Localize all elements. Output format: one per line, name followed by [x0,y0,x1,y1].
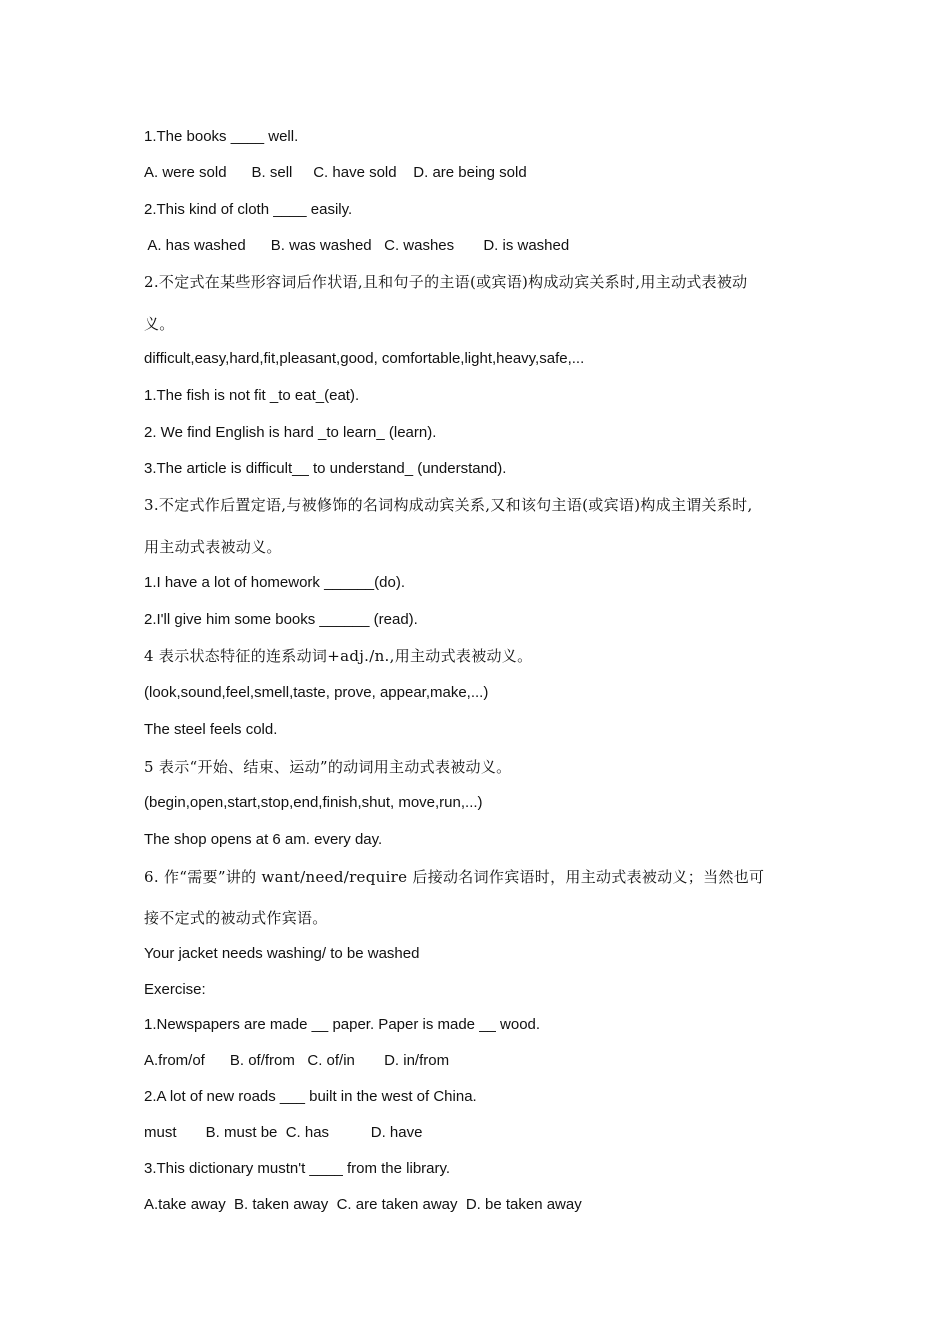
text-line: 1.Newspapers are made __ paper. Paper is made __ wood. [144,1016,541,1033]
text-line: 用主动式表被动义。 [144,538,282,556]
text-line: 1.I have a lot of homework ______(do). [144,574,405,591]
text-line: A. has washed B. was washed C. washes D. is washed [144,237,570,254]
text-line: 1.The books ____ well. [144,128,299,145]
text-line: The shop opens at 6 am. every day. [144,831,383,848]
text-line: 2. We find English is hard _to learn_ (learn). [144,424,437,441]
text-line: 5 表示“开始、结束、运动”的动词用主动式表被动义。 [144,758,512,776]
text-line: 2.不定式在某些形容词后作状语,且和句子的主语(或宾语)构成动宾关系时,用主动式表被动 [144,273,748,291]
text-line: 2.I'll give him some books ______ (read). [144,611,418,628]
text-line: (begin,open,start,stop,end,finish,shut, move,run,...) [144,794,483,811]
text-line: 1.The fish is not fit _to eat_(eat). [144,387,360,404]
text-line: (look,sound,feel,smell,taste, prove, appear,make,...) [144,684,489,701]
text-line: The steel feels cold. [144,721,278,738]
text-line: 接不定式的被动式作宾语。 [144,909,328,927]
text-line: 4 表示状态特征的连系动词+adj./n.,用主动式表被动义。 [144,647,533,665]
text-line: difficult,easy,hard,fit,pleasant,good, comfortable,light,heavy,safe,... [144,350,585,367]
text-line: Your jacket needs washing/ to be washed [144,945,420,962]
text-line: 2.This kind of cloth ____ easily. [144,201,353,218]
text-line: 6. 作“需要”讲的 want/need/require 后接动名词作宾语时，用主动式表被动义；当然也可 [144,868,765,886]
text-line: 义。 [144,315,175,333]
text-line: A.take away B. taken away C. are taken away D. be taken away [144,1196,582,1213]
text-line: must B. must be C. has D. have [144,1124,423,1141]
text-line: A. were sold B. sell C. have sold D. are being sold [144,164,527,181]
text-line: 3.不定式作后置定语,与被修饰的名词构成动宾关系,又和该句主语(或宾语)构成主谓关系时, [144,496,753,514]
text-line: 2.A lot of new roads ___ built in the west of China. [144,1088,477,1105]
text-line: A.from/of B. of/from C. of/in D. in/from [144,1052,450,1069]
text-line: Exercise: [144,981,206,998]
text-line: 3.The article is difficult__ to understand_ (understand). [144,460,507,477]
text-line: 3.This dictionary mustn't ____ from the library. [144,1160,451,1177]
